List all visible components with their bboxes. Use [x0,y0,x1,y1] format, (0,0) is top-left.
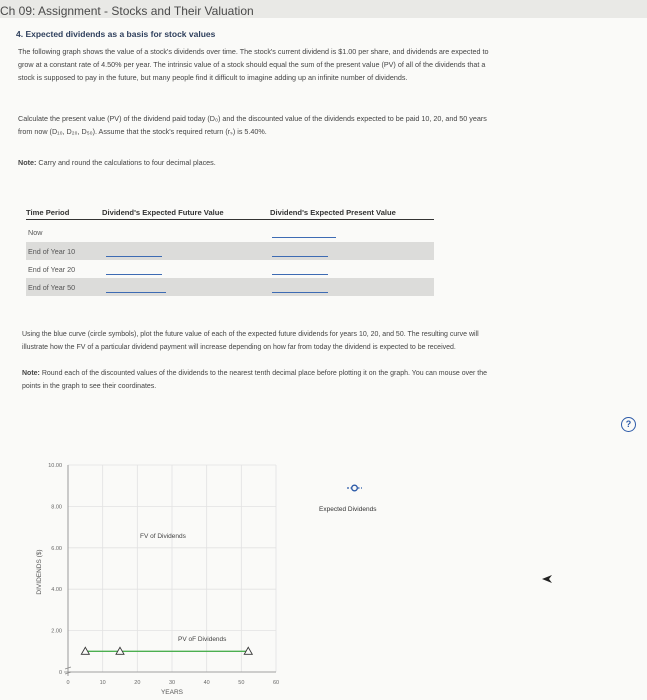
question-title: 4. Expected dividends as a basis for stock values [16,29,216,39]
y-tick-label: 0 [58,670,62,676]
note-label: Note: [18,158,37,167]
instruction-line: illustrate how the FV of a particular dividend payment will increase depending on how far from today the dividend is expected to be received. [22,344,456,351]
table-row [26,223,434,241]
instruction-line: points in the graph to see their coordinates. [22,383,157,390]
intro-line: Calculate the present value (PV) of the dividend paid today (D₀) and the discounted value of the dividends expected to be paid 10, 20, and 50 years [18,114,487,123]
assignment-title: Ch 09: Assignment - Stocks and Their Valuation [0,4,254,18]
pv-year20-dropdown[interactable] [272,265,328,275]
y-tick-label: 4.00 [51,587,62,594]
y-tick-label: 8.00 [51,504,62,511]
fv-year20-dropdown[interactable] [106,265,162,275]
mouse-cursor-icon [541,574,553,584]
intro-line: grow at a constant rate of 4.50% per year. The intrinsic value of a stock should equal the sum of the present value (PV) of all of the dividends that a [18,60,486,69]
table-row [26,260,434,278]
intro-line: from now (D₁₀, D₂₀, D₅₀). Assume that the stock's required return (rₛ) is 5.40%. [18,127,267,136]
y-axis-label: DIVIDENDS ($) [36,549,43,595]
th-time-period: Time Period [26,208,70,217]
pv-now-dropdown[interactable] [272,228,336,238]
intro-line: The following graph shows the value of a stock's dividends over time. The stock's current dividend is $1.00 per share, and dividends are expected to [18,47,489,56]
th-present-value: Dividend's Expected Present Value [270,208,396,217]
x-tick-label: 50 [238,680,245,686]
instructions-paragraph [22,328,479,354]
row-label: End of Year 20 [28,265,76,274]
pv-year10-dropdown[interactable] [272,247,328,257]
pv-year50-dropdown[interactable] [272,283,328,293]
x-tick-label: 0 [66,680,70,686]
instructions-note [22,367,487,393]
help-icon[interactable]: ? [621,417,636,432]
intro-paragraph-2 [18,112,487,138]
y-tick-label: 2.00 [51,628,62,635]
x-tick-label: 20 [134,680,141,686]
instruction-line: Using the blue curve (circle symbols), plot the future value of each of the expected future dividends for years 10, 20, and 50. The resulting curve will [22,331,479,338]
fv-year50-dropdown[interactable] [106,283,166,293]
row-label: End of Year 10 [28,247,76,256]
row-label: Now [28,228,43,237]
x-tick-label: 60 [272,680,280,686]
legend-label: Expected Dividends [319,506,377,513]
intro-line: stock is supposed to pay in the future, but many people find it difficult to imagine adding up an infinite number of dividends. [18,73,408,82]
fv-year10-dropdown[interactable] [106,247,162,257]
x-tick-label: 40 [203,680,210,686]
table-row [26,242,434,260]
row-label: End of Year 50 [28,283,76,292]
intro-note [18,156,216,169]
y-tick-label: 6.00 [51,545,62,552]
note-text: Carry and round the calculations to four decimal places. [36,158,216,167]
intro-paragraph-1 [18,45,488,84]
annotation-fv: FV of Dividends [140,533,186,540]
header-rule [26,219,434,220]
table-row [26,278,434,296]
x-axis-label: YEARS [160,689,184,696]
th-future-value: Dividend's Expected Future Value [102,208,224,217]
y-tick-label: 10.00 [48,463,62,469]
annotation-pv: PV oF Dividends [178,636,227,643]
x-tick-label: 10 [99,680,106,686]
instruction-line: Round each of the discounted values of the dividends to the nearest tenth decimal place before plotting it on the graph. You can mouse over the [39,370,488,377]
note-label: Note: [22,370,40,377]
x-tick-label: 30 [168,680,176,686]
